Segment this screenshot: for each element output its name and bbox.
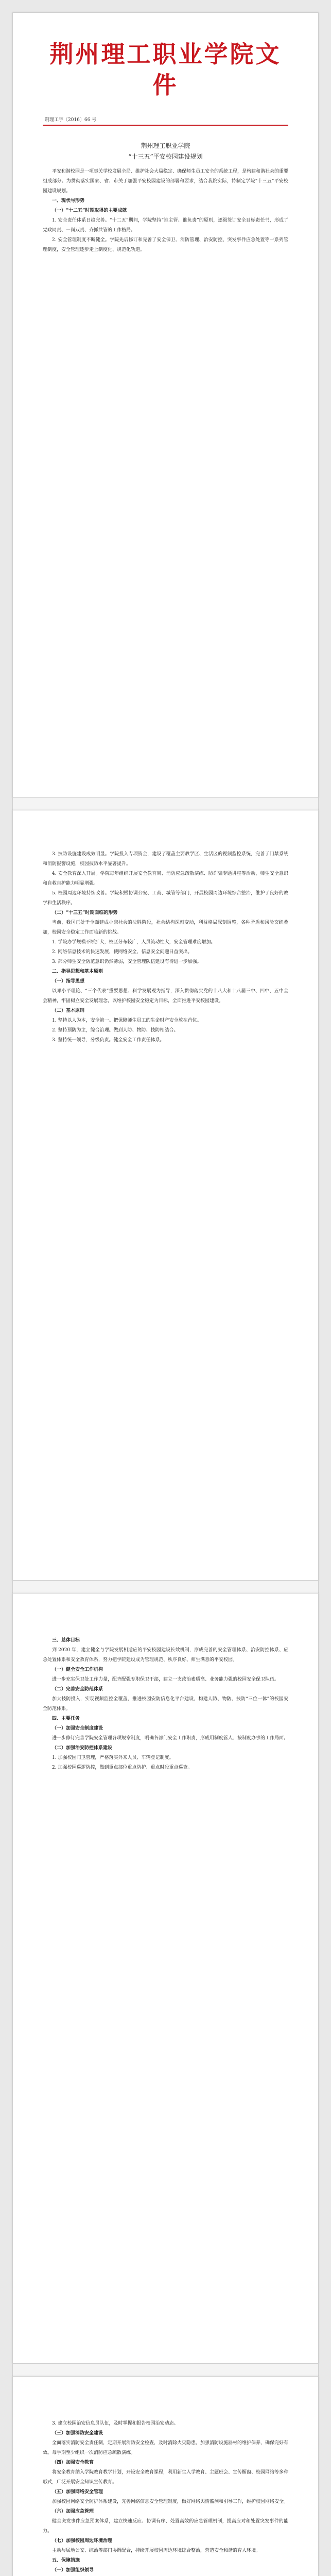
paragraph: 到 2020 年，建立健全与学院发展相适应的平安校园建设长效机制，形成完善的安全管理体系、治安防控体系、应急处置体系和安全教育体系，努力把学院建设成为管理规范、秩序良好、师生满意的平安校园。	[43, 1648, 288, 1663]
section-heading: 一、现状与形势	[52, 198, 85, 204]
section-heading: 二、指导思想和基本原则	[52, 969, 103, 974]
document-number: 荆理工字〔2016〕66 号	[45, 117, 97, 123]
paragraph: 健全突发事件应急预案体系，建立快速反应、协调有序、处置高效的应急管理机制，提高应对和处置突发事件的能力。	[43, 2519, 288, 2534]
paragraph: 4. 安全教育深入开展。学院每年组织开展安全教育周、消防应急疏散演练、防诈骗专题讲座等活动，师生安全意识和自救自护能力明显增强。	[43, 871, 288, 886]
subsection-heading: （五）加强网络安全管理	[52, 2489, 103, 2495]
page-1-content	[43, 167, 288, 255]
paragraph: 3. 坚持统一领导，分级负责。健全安全工作责任体系。	[52, 1038, 165, 1043]
page-4	[12, 2376, 319, 2576]
paragraph: 1. 学院办学规模不断扩大，校区分布较广，人员流动性大，安全管理难度增加。	[52, 940, 216, 945]
plan-org: 荆州理工职业学院	[141, 142, 190, 149]
paragraph: 将安全教育纳入学院教育教学计划，开设安全教育课程，利用新生入学教育、主题班会、宣传橱窗、校园网络等多种形式，广泛开展安全知识宣传教育。	[43, 2470, 289, 2485]
page-gap	[12, 2364, 319, 2376]
page-1	[12, 12, 319, 798]
page-2-content	[43, 850, 288, 1045]
subsection-heading: （二）加强治安防控体系建设	[52, 1745, 113, 1751]
section-heading: 三、总体目标	[52, 1638, 80, 1643]
document-header-title: 荆州理工职业学院文件	[49, 40, 282, 99]
subsection-heading: （七）加强校园周边环境治理	[52, 2538, 113, 2544]
page-gap	[12, 1581, 319, 1593]
paragraph: 进一步充实保卫处工作力量，配齐配强专职保卫干部，建立一支政治素质高、业务能力强的校园安全保卫队伍。	[52, 1677, 280, 1682]
page-4-content	[43, 2419, 288, 2576]
paragraph: 2. 安全管理制度不断健全。学院先后修订和完善了安全保卫、消防管理、治安防控、突发事件应急处置等一系列管理制度，安全管理逐步走上制度化、规范化轨道。	[43, 238, 288, 252]
paragraph: 3. 建立校园治安信息员队伍，及时掌握和报告校园治安动态。	[52, 2421, 179, 2426]
paragraph: 以邓小平理论、“三个代表”重要思想、科学发展观为指导，深入贯彻落实党的十八大和十八届三中、四中、五中全会精神，牢固树立安全发展理念，以维护校园安全稳定为目标，全面推进平安校园建设。	[43, 989, 288, 1004]
subsection-heading: （一）“十二五”时期取得的主要成就	[52, 208, 127, 213]
paragraph: 5. 校园周边环境持续改善。学院积极协调公安、工商、城管等部门，开展校园周边环境综合整治，维护了良好的教学和生活秩序。	[43, 891, 288, 906]
paragraph: 3. 技防设施建设成效明显。学院投入专项资金，建设了覆盖主要教学区、生活区的视频监控系统，完善了门禁系统和消防报警设施，校园技防水平显著提升。	[43, 852, 288, 867]
paragraph: 全面落实消防安全责任制，定期开展消防安全检查，及时消除火灾隐患。加强消防设施器材的维护保养，确保完好有效。每学期至少组织一次消防应急疏散演练。	[43, 2441, 289, 2455]
paragraph: 2. 坚持预防为主，综合治理。做到人防、物防、技防相结合。	[52, 1028, 179, 1033]
paragraph: 1. 坚持以人为本，安全第一。把保障师生员工的生命财产安全放在首位。	[52, 1018, 202, 1023]
subsection-heading: （一）健全安全工作机构	[52, 1667, 103, 1672]
paragraph: 当前，我国正处于全面建成小康社会的决胜阶段，社会结构深刻变动，利益格局深刻调整，各种矛盾和风险交织叠加，校园安全稳定工作面临新的挑战。	[43, 920, 288, 935]
red-header-rule	[43, 125, 288, 126]
paragraph: 平安和谐校园是一项事关学校发展全局、维护社会大局稳定、确保师生员工安全的系统工程，是构建和谐社会的重要组成部分。为贯彻落实国家、省、市关于加强平安校园建设的部署和要求，结合我院实际，特制定学院“十三五”平安校园建设规划。	[43, 169, 289, 194]
plan-title: “十三五”平安校园建设规划	[128, 153, 203, 160]
section-heading: 五、保障措施	[52, 2558, 80, 2563]
subsection-heading: （六）加强应急管理	[52, 2509, 94, 2514]
paragraph: 主动与属地公安、综治等部门协调配合，持续开展校园周边环境综合整治，营造安全和谐的育人环境。	[52, 2548, 261, 2553]
page-gap	[12, 798, 319, 810]
subsection-heading: （一）加强安全制度建设	[52, 1726, 103, 1731]
page-3-content	[43, 1636, 288, 1773]
subsection-heading: （一）指导思想	[52, 979, 85, 984]
paragraph: 进一步修订完善学院安全管理各项规章制度，明确各部门安全工作职责，形成用制度管人、按制度办事的工作局面。	[52, 1736, 289, 1741]
paragraph: 3. 部分师生安全防范意识仍然薄弱，安全管理队伍建设有待进一步加强。	[52, 959, 202, 964]
subsection-heading: （二）基本原则	[52, 1008, 85, 1013]
subsection-heading: （二）完善安全防范体系	[52, 1687, 103, 1692]
paragraph: 2. 网络信息技术的快速发展，使网络安全、信息安全问题日益突出。	[52, 950, 193, 955]
subsection-heading: （三）加强消防安全建设	[52, 2431, 103, 2436]
subsection-heading: （二）“十三五”时期面临的形势	[52, 910, 118, 916]
subsection-heading: （一）加强组织领导	[52, 2568, 94, 2573]
paragraph: 2. 加强校园巡逻防控，做到重点部位重点防护、重点时段重点巡查。	[52, 1765, 193, 1770]
paragraph: 加强校园网络安全防护体系建设，完善网络信息安全管理制度，做好网络舆情监测和引导工作，维护校园网络安全。	[52, 2499, 289, 2504]
page-2	[12, 810, 319, 1581]
paragraph: 1. 加强校园门卫管理，严格落实外来人员、车辆登记制度。	[52, 1755, 174, 1760]
page-3	[12, 1593, 319, 2364]
subsection-heading: （四）加强安全教育	[52, 2460, 94, 2465]
paragraph: 加大技防投入，实现视频监控全覆盖，推进校园安防信息化平台建设，构建人防、物防、技防“三位一体”的校园安全防范体系。	[43, 1697, 288, 1711]
paragraph: 1. 安全责任体系日趋完善。“十二五”期间，学院坚持“谁主管、谁负责”的原则，逐级签订安全目标责任书，形成了党政同责、一岗双责、齐抓共管的工作格局。	[43, 218, 288, 233]
section-heading: 四、主要任务	[52, 1716, 80, 1721]
